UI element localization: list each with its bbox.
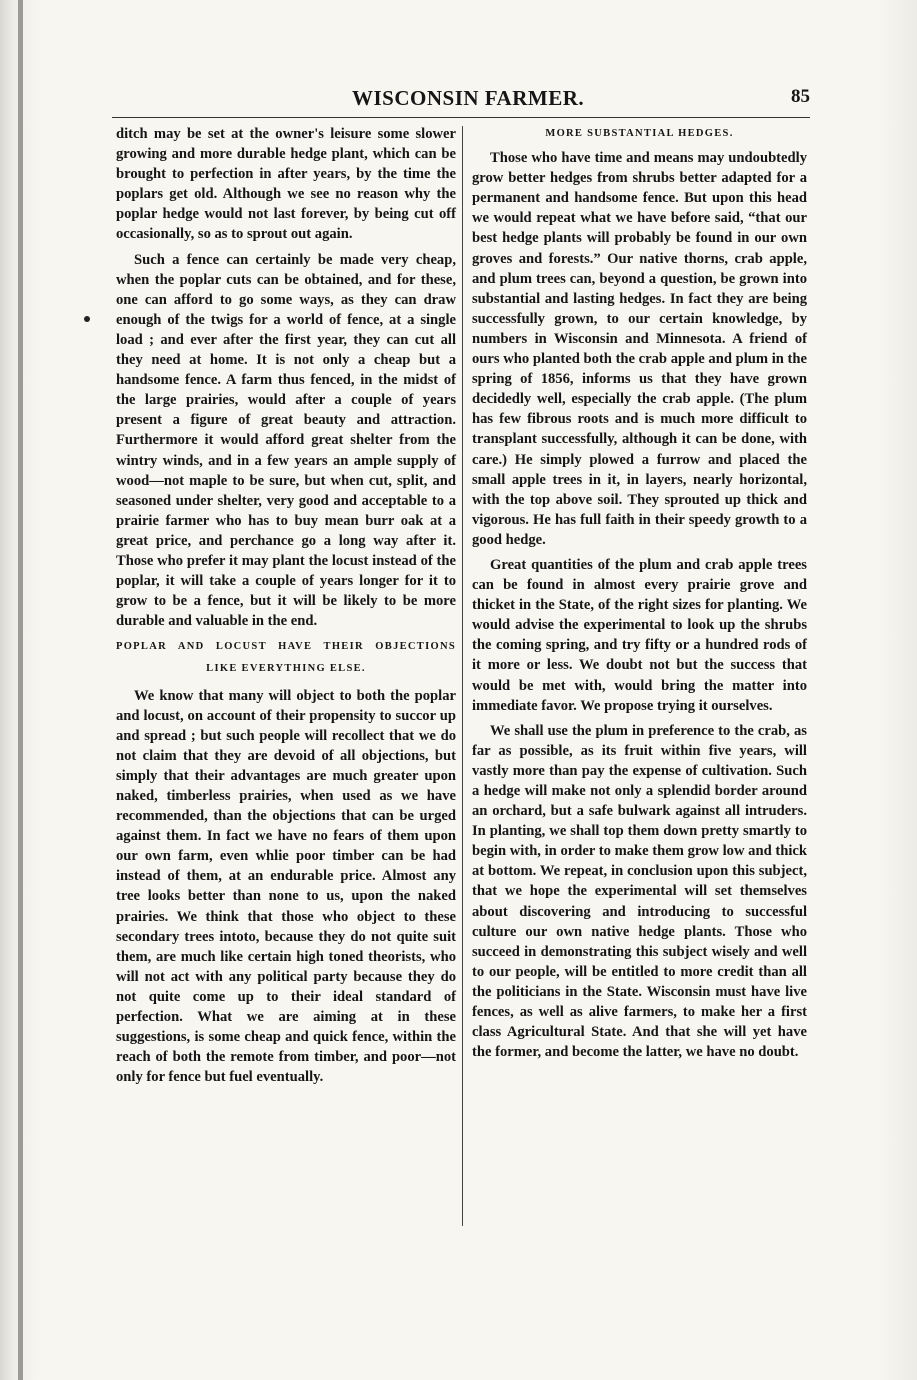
left-paragraph-2: Such a fence can certainly be made very cheap, when the poplar cuts can be obtained, and for these, one can afford to go some ways, as they can draw enough of the twigs for a world of fence, at a single load ; and ever after the first year, they can cut all they need at home. It is not only a cheap but a handsome fence. A farm thus fenced, in the midst of the large prairies, would after a couple of years present a figure of great beauty and attraction. Furthermore it would afford great shelter from the wintry winds, and in a few years an ample supply of wood—not maple to be sure, but when cut, split, and seasoned under shelter, very good and acceptable to a prairie farmer who has to buy mean burr oak at a great price, and perchance go a long way after it. Those who prefer it may plant the locust instead of the poplar, it will take a couple of years longer for it to grow to be a fence, but it will be likely to be more durable and valuable in the end.	[116, 251, 456, 630]
section-heading-poplar-line2: LIKE EVERYTHING ELSE.	[206, 663, 366, 675]
right-paragraph-1: Those who have time and means may undoubtedly grow better hedges from shrubs better adapted for a permanent and handsome fence. But upon this head we would repeat what we have before said, “that our best hedge plants will probably be found in our own groves and forests.” Our native thorns, crab apple, and plum trees can, beyond a question, be grown into substantial and lasting hedges. In fact they are being successfully grown, to our certain knowledge, by numbers in Wisconsin and Minnesota. A friend of ours who planted both the crab apple and plum in the spring of 1856, informs us that they have grown decidedly well, especially the crab apple. (The plum has few fibrous roots and is much more difficult to transplant successfully, although it can be done, with care.) He simply plowed a furrow and placed the small apple trees in it, in layers, nearly horizontal, with the top above soil. They sprouted up thick and vigorous. He has full faith in their speedy growth to a good hedge.	[472, 150, 807, 548]
ink-mark	[84, 316, 90, 322]
running-header	[110, 86, 810, 112]
right-paragraph-2: Great quantities of the plum and crab apple trees can be found in almost every prairie grove and thicket in the State, of the right sizes for planting. We would advise the experimental to look up the shrubs the coming spring, and try fifty or a hundred rods of it more or less. We doubt not but the success that would be met with, would bring the matter into immediate favor. We propose trying it ourselves.	[472, 556, 807, 714]
left-paragraph-3: We know that many will object to both the poplar and locust, on account of their propensity to succor up and spread ; but such people will recollect that we do not claim that they are devoid of all objections, but simply that their advantages are much greater upon naked, timberless prairies, when used as we have recommended, than the objections that can be urged against them. In fact we have no fears of them upon our own farm, even whlie poor timber can be had instead of them, at an endurable price. Almost any tree looks better than none to us, upon the naked prairies. We think that those who object to these secondary trees intoto, because they do not quite suit them, are much like certain high toned theorists, who will not act with any political party because they do not quite come up to their ideal standard of perfection. What we are aiming at in these suggestions, is some cheap and quick fence, within the reach of both the remote from timber, and poor—not only for fence but fuel eventually.	[116, 687, 456, 1086]
page-title: WISCONSIN FARMER.	[352, 86, 585, 110]
section-heading-poplar-line1: POPLAR AND LOCUST HAVE THEIR OBJECTIONS	[116, 641, 456, 653]
binding-edge	[18, 0, 23, 1380]
left-column	[116, 124, 456, 1087]
page-number: 85	[791, 86, 810, 107]
header-rule	[112, 117, 810, 118]
left-paragraph-1: ditch may be set at the owner's leisure some slower growing and more durable hedge plant, which can be brought to perfection in after years, by the time the poplars get old. Although we see no reason why the poplar hedge would not last forever, by being cut off occasionally, so as to sprout out again.	[116, 126, 456, 243]
column-divider	[462, 126, 463, 1226]
right-column	[472, 124, 807, 1062]
section-heading-hedges: MORE SUBSTANTIAL HEDGES.	[545, 128, 734, 139]
right-paragraph-3: We shall use the plum in preference to the crab, as far as possible, as its fruit within five years, will vastly more than pay the expense of cultivation. Such a hedge will make not only a splendid border around an orchard, but a safe bulwark against all intruders. In planting, we shall top them down pretty smartly to begin with, in order to make them grow low and thick at bottom. We repeat, in conclusion upon this subject, that we hope the experimental will set themselves about discovering and introducing to successful culture our own native hedge plants. Those who succeed in demonstrating this subject wisely and well to our people, will be entitled to more credit than all the politicians in the State. Wisconsin must have live fences, as well as alive farmers, to make her a first class Agricultural State. And that she will yet have the former, and become the latter, we have no doubt.	[472, 722, 807, 1061]
